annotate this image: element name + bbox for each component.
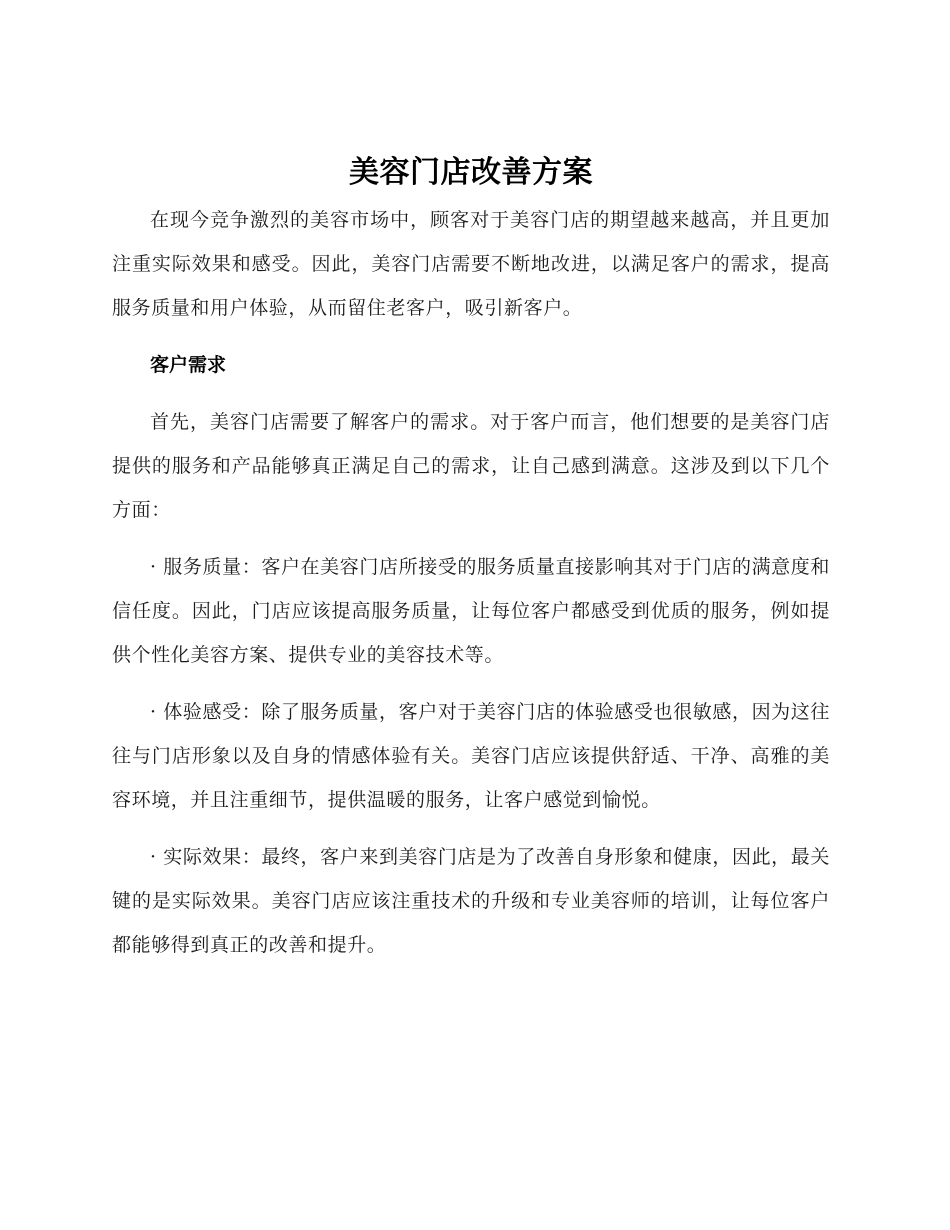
bullet-paragraph-service-quality: · 服务质量：客户在美容门店所接受的服务质量直接影响其对于门店的满意度和信任度。因此，门店应该提高服务质量，让每位客户都感受到优质的服务，例如提供个性化美容方案、提供专业的美容技术等。 [112,556,830,666]
bullet-paragraph-experience: · 体验感受：除了服务质量，客户对于美容门店的体验感受也很敏感，因为这往往与门店形象以及自身的情感体验有关。美容门店应该提供舒适、干净、高雅的美容环境，并且注重细节，提供温暖的服务，让客户感觉到愉悦。 [112,701,830,811]
intro-paragraph: 在现今竞争激烈的美容市场中，顾客对于美容门店的期望越来越高，并且更加注重实际效果和感受。因此，美容门店需要不断地改进，以满足客户的需求，提高服务质量和用户体验，从而留住老客户，吸引新客户。 [112,209,830,319]
section-paragraph: 首先，美容门店需要了解客户的需求。对于客户而言，他们想要的是美容门店提供的服务和产品能够真正满足自己的需求，让自己感到满意。这涉及到以下几个方面： [112,411,830,521]
document-body [112,150,830,980]
section-heading-customer-needs: 客户需求 [150,354,227,376]
bullet-paragraph-actual-effect: · 实际效果：最终，客户来到美容门店是为了改善自身形象和健康，因此，最关键的是实际效果。美容门店应该注重技术的升级和专业美容师的培训，让每位客户都能够得到真正的改善和提升。 [112,846,830,956]
document-title: 美容门店改善方案 [349,155,593,190]
